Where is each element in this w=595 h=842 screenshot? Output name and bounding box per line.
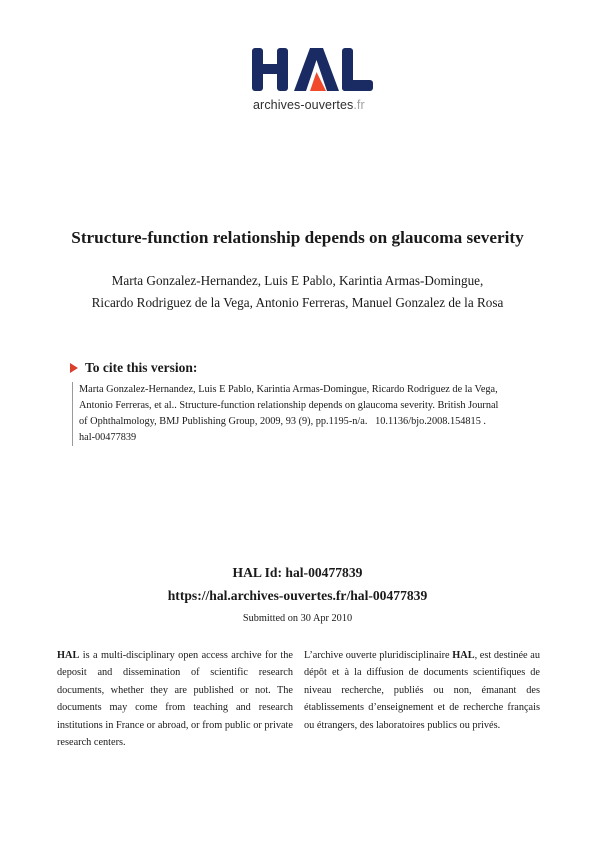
paper-title: Structure-function relationship depends on glaucoma severity: [71, 228, 524, 247]
abstract-english: [57, 647, 293, 751]
triangle-bullet-icon: [70, 363, 78, 373]
author-line: Marta Gonzalez-Hernandez, Luis E Pablo, Karintia Armas-Domingue,: [111, 273, 484, 288]
hal-url-link[interactable]: https://hal.archives-ouvertes.fr/hal-00477839: [167, 588, 428, 603]
cite-heading: [70, 360, 197, 376]
logo-subtitle-suffix: .fr: [353, 98, 365, 112]
hal-lead: HAL: [57, 650, 80, 661]
logo-subtitle-main: archives-ouvertes: [253, 98, 354, 112]
author-line: Ricardo Rodriguez de la Vega, Antonio Ferreras, Manuel Gonzalez de la Rosa: [91, 295, 504, 310]
submission-date: Submitted on 30 Apr 2010: [242, 613, 353, 624]
logo-subtitle: [253, 98, 365, 112]
citation-block: [72, 382, 549, 446]
cite-heading-label: To cite this version:: [85, 360, 198, 375]
author-list: [50, 270, 545, 314]
hal-lead: HAL: [452, 650, 475, 661]
hal-logo: [250, 44, 380, 116]
citation-line: Marta Gonzalez-Hernandez, Luis E Pablo, Karintia Armas-Domingue, Ricardo Rodriguez de la Vega,: [79, 384, 498, 395]
abstract-french-pre: L’archive ouverte pluridisciplinaire: [304, 650, 453, 661]
abstract-french-text: , est destinée au dépôt et à la diffusion de documents scientifiques de niveau recherche, publiés ou non, émanant des établissements d’enseignement et de recherche français ou étrangers, des laboratoires publics ou privés.: [304, 650, 540, 731]
abstract-french: [304, 647, 540, 734]
hal-wordmark-graphic: [250, 44, 375, 96]
citation-line: hal-00477839: [79, 432, 137, 443]
hal-id: HAL Id: hal-00477839: [232, 565, 363, 580]
abstract-english-text: is a multi-disciplinary open access archive for the deposit and dissemination of scientific research documents, whether they are published or not. The documents may come from teaching and research institutions in France or abroad, or from public or private research centers.: [57, 650, 293, 749]
citation-line: of Ophthalmology, BMJ Publishing Group, 2009, 93 (9), pp.1195-n/a. 10.1136/bjo.2008.154815 .: [79, 416, 487, 427]
citation-line: Antonio Ferreras, et al.. Structure-function relationship depends on glaucoma severity. British Journal: [79, 400, 499, 411]
